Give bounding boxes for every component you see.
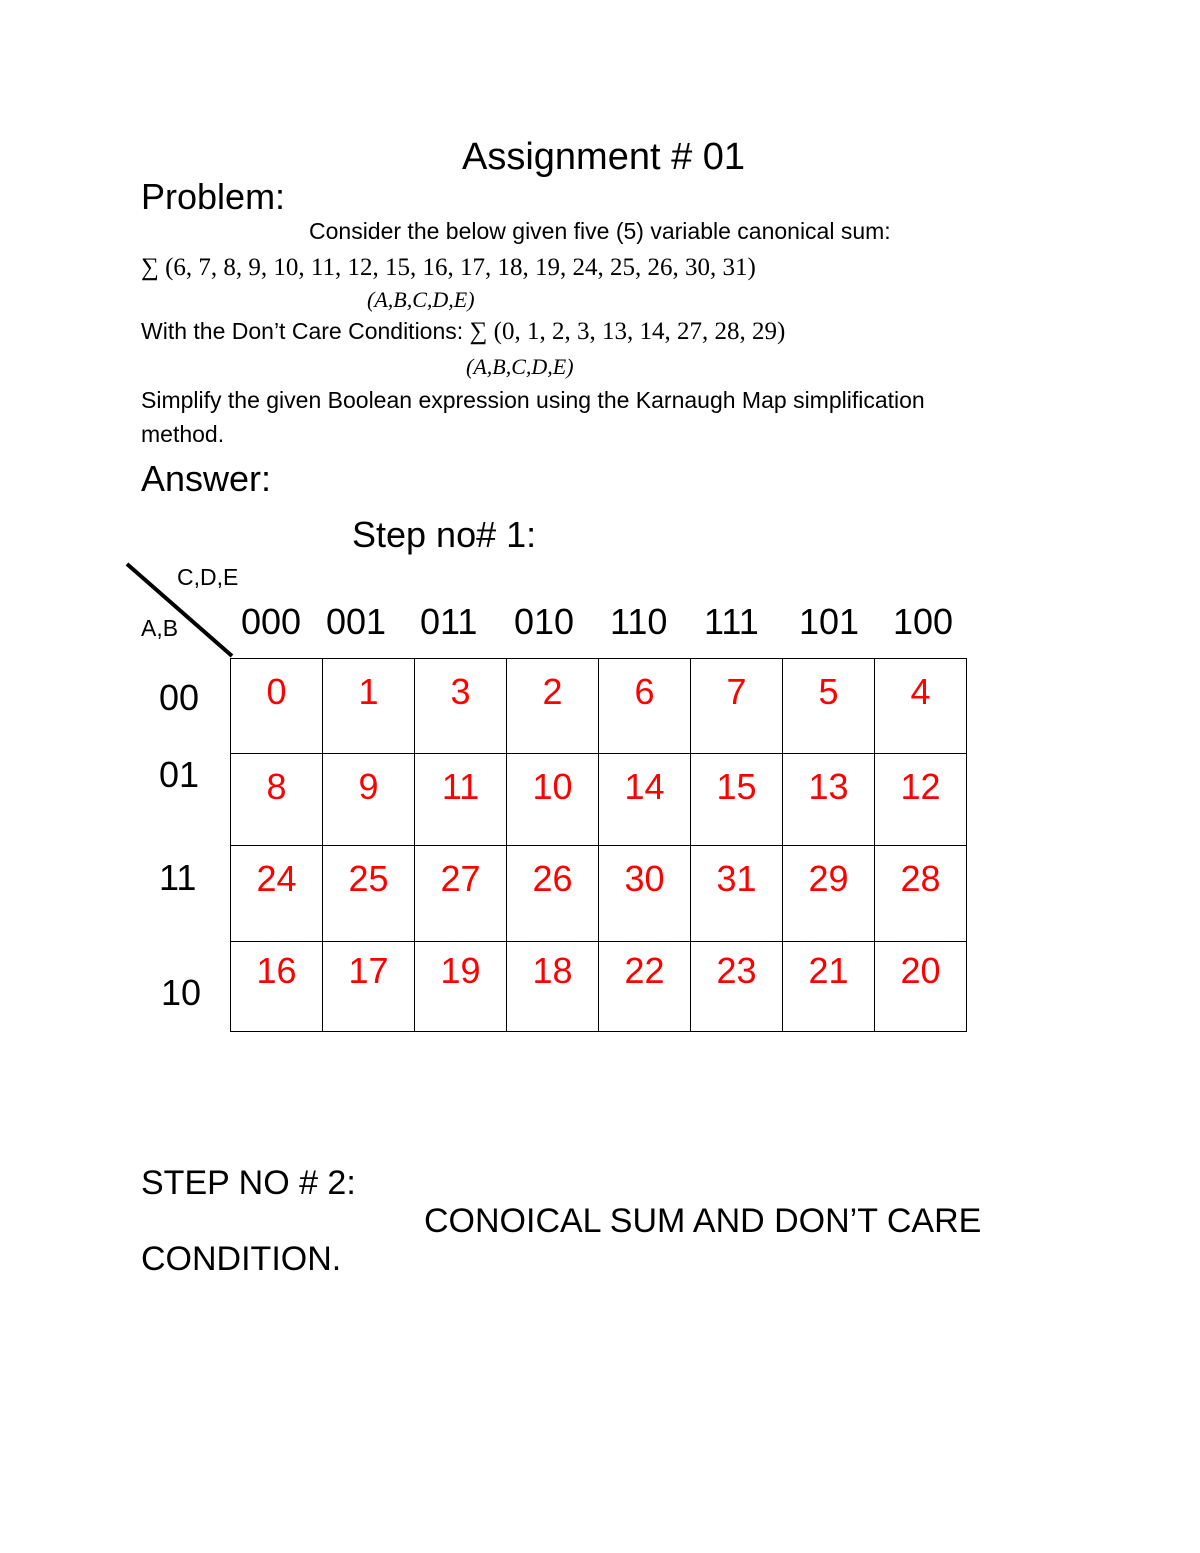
kmap-cell: 12	[875, 754, 967, 846]
kmap-cell: 27	[415, 846, 507, 942]
kmap-cell: 5	[783, 659, 875, 754]
kmap-cell: 19	[415, 942, 507, 1032]
problem-intro: Consider the below given five (5) variable canonical sum:	[309, 218, 891, 244]
dont-care-variables: (A,B,C,D,E)	[466, 354, 574, 379]
kmap-col-header: 100	[893, 601, 954, 642]
kmap-row-header: 11	[159, 857, 197, 898]
kmap-col-header: 000	[241, 601, 302, 642]
step2-label: STEP NO # 2:	[141, 1164, 356, 1202]
kmap-row-header: 10	[161, 972, 202, 1013]
dont-care-label: With the Don’t Care Conditions:	[141, 318, 470, 344]
kmap-cell: 23	[691, 942, 783, 1032]
kmap-cell: 14	[599, 754, 691, 846]
kmap-cell: 28	[875, 846, 967, 942]
sum-variables: (A,B,C,D,E)	[367, 287, 475, 312]
kmap-row-var-label: A,B	[141, 615, 179, 641]
kmap-cell: 15	[691, 754, 783, 846]
kmap-cell: 29	[783, 846, 875, 942]
kmap-cell: 10	[507, 754, 599, 846]
kmap-col-header: 111	[704, 601, 759, 642]
kmap-cell: 7	[691, 659, 783, 754]
kmap-cell: 31	[691, 846, 783, 942]
kmap-cell: 30	[599, 846, 691, 942]
kmap-col-header: 101	[799, 601, 860, 642]
kmap-cell: 16	[231, 942, 323, 1032]
dont-care-line	[141, 318, 785, 346]
kmap-col-header: 010	[514, 601, 575, 642]
kmap-cell: 20	[875, 942, 967, 1032]
dont-care-expression: ∑ (0, 1, 2, 3, 13, 14, 27, 28, 29)	[469, 318, 786, 345]
kmap-row	[231, 942, 967, 1032]
answer-heading: Answer:	[141, 458, 272, 499]
karnaugh-map	[230, 658, 967, 1032]
sum-expression: ∑ (6, 7, 8, 9, 10, 11, 12, 15, 16, 17, 18, 19, 24, 25, 26, 30, 31)	[141, 254, 756, 281]
kmap-cell: 2	[507, 659, 599, 754]
kmap-cell: 4	[875, 659, 967, 754]
step2-text-line-1: CONOICAL SUM AND DON’T CARE	[424, 1202, 982, 1240]
kmap-row	[231, 754, 967, 846]
kmap-row	[231, 659, 967, 754]
kmap-cell: 0	[231, 659, 323, 754]
kmap-cell: 6	[599, 659, 691, 754]
kmap-cell: 1	[323, 659, 415, 754]
kmap-cell: 8	[231, 754, 323, 846]
kmap-row-header: 01	[159, 754, 200, 795]
kmap-row-header: 00	[159, 677, 200, 718]
kmap-cell: 17	[323, 942, 415, 1032]
page-title: Assignment # 01	[462, 136, 746, 178]
kmap-cell: 21	[783, 942, 875, 1032]
kmap-row	[231, 846, 967, 942]
instruction-line-2: method.	[141, 421, 225, 447]
kmap-col-header: 011	[420, 601, 478, 642]
kmap-col-header: 110	[610, 601, 668, 642]
instruction-line-1: Simplify the given Boolean expression using the Karnaugh Map simplification	[141, 387, 925, 413]
step1-label: Step no# 1:	[352, 514, 537, 555]
kmap-cell: 24	[231, 846, 323, 942]
kmap-cell: 25	[323, 846, 415, 942]
kmap-cell: 22	[599, 942, 691, 1032]
kmap-cell: 18	[507, 942, 599, 1032]
kmap-cell: 9	[323, 754, 415, 846]
kmap-cell: 11	[415, 754, 507, 846]
problem-heading: Problem:	[141, 176, 286, 217]
kmap-col-var-label: C,D,E	[177, 564, 239, 590]
kmap-cell: 13	[783, 754, 875, 846]
kmap-col-header: 001	[326, 601, 387, 642]
kmap-cell: 26	[507, 846, 599, 942]
step2-text-line-2: CONDITION.	[141, 1240, 342, 1278]
kmap-cell: 3	[415, 659, 507, 754]
